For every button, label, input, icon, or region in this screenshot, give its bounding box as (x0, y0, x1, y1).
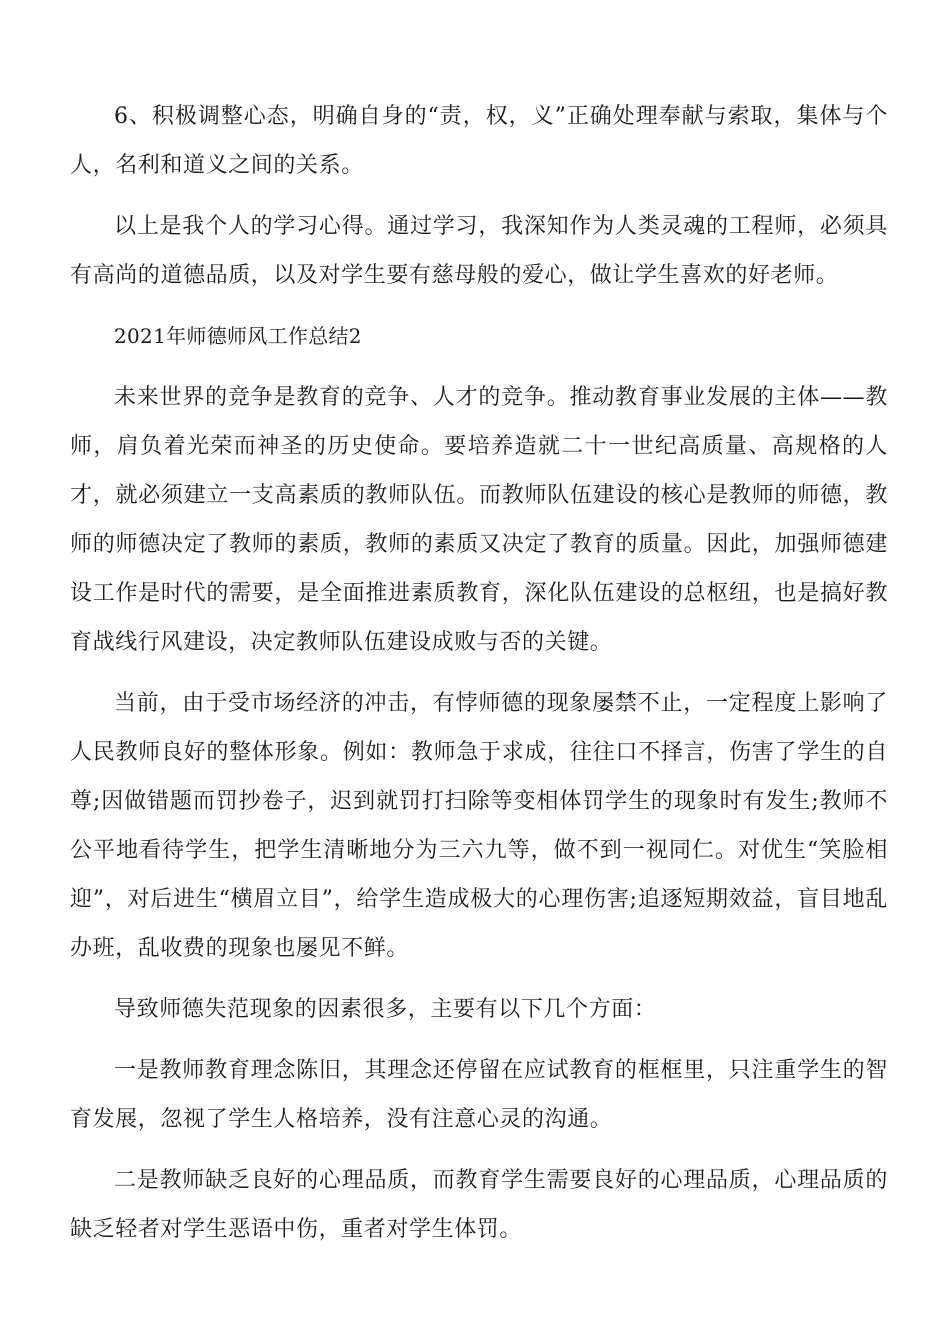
paragraph-cause-one: 一是教师教育理念陈旧，其理念还停留在应试教育的框框里，只注重学生的智育发展，忽视了学生人格培养，没有注意心灵的沟通。 (70, 1058, 888, 1132)
section-heading: 2021年师德师风工作总结2 (114, 324, 362, 348)
paragraph-current-issues: 当前，由于受市场经济的冲击，有悖师德的现象屡禁不止，一定程度上影响了人民教师良好的整体形象。例如：教师急于求成，往往口不择言，伤害了学生的自尊;因做错题而罚抄卷子，迟到就罚打扫除等变相体罚学生的现象时有发生;教师不公平地看待学生，把学生清晰地分为三六九等，做不到一视同仁。对优生“笑脸相迎”，对后进生“横眉立目”，给学生造成极大的心理伤害;追逐短期效益，盲目地乱办班，乱收费的现象也屡见不鲜。 (70, 691, 888, 961)
paragraph-future-competition: 未来世界的竞争是教育的竞争、人才的竞争。推动教育事业发展的主体——教师，肩负着光荣而神圣的历史使命。要培养造就二十一世纪高质量、高规格的人才，就必须建立一支高素质的教师队伍。而教师队伍建设的核心是教师的师德，教师的师德决定了教师的素质，教师的素质又决定了教育的质量。因此，加强师德建设工作是时代的需要，是全面推进素质教育，深化队伍建设的总枢纽，也是搞好教育战线行风建设，决定教师队伍建设成败与否的关键。 (70, 385, 888, 655)
document-body (70, 92, 888, 1266)
paragraph-item-6: 6、积极调整心态，明确自身的“责，权，义”正确处理奉献与索取，集体与个人，名利和道义之间的关系。 (70, 104, 888, 178)
paragraph-causes-intro: 导致师德失范现象的因素很多，主要有以下几个方面： (114, 997, 657, 1022)
paragraph-cause-two: 二是教师缺乏良好的心理品质，而教育学生需要良好的心理品质，心理品质的缺乏轻者对学生恶语中伤，重者对学生体罚。 (70, 1168, 888, 1242)
paragraph-learning-summary: 以上是我个人的学习心得。通过学习，我深知作为人类灵魂的工程师，必须具有高尚的道德品质，以及对学生要有慈母般的爱心，做让学生喜欢的好老师。 (70, 214, 888, 288)
